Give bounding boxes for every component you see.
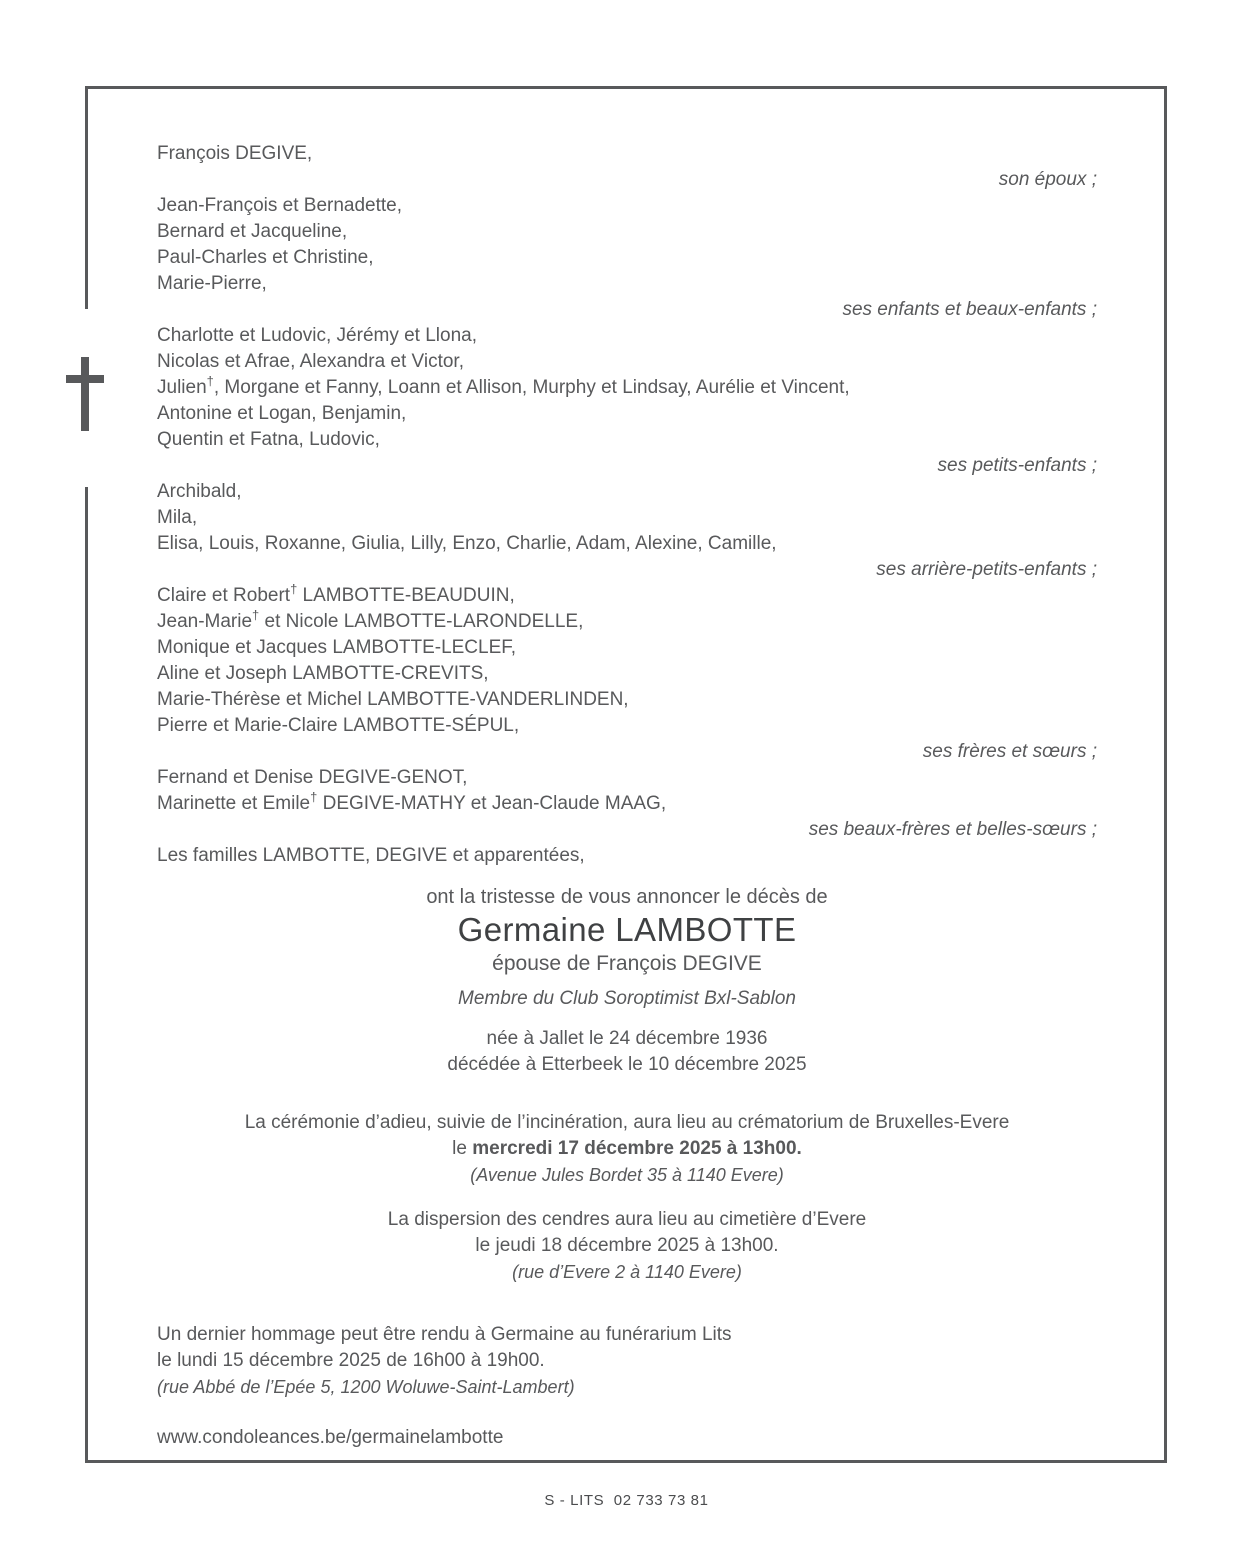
- mourners-section: [157, 141, 1097, 869]
- ceremony-date-prefix: le: [452, 1138, 473, 1159]
- tribute-line: Un dernier hommage peut être rendu à Germaine au funérarium Lits: [157, 1324, 732, 1345]
- mourner-line: Nicolas et Afrae, Alexandra et Victor,: [157, 351, 464, 372]
- mourner-line: Pierre et Marie-Claire LAMBOTTE-SÉPUL,: [157, 715, 520, 736]
- memorial-cross-icon: [81, 357, 89, 431]
- relation-label: ses petits-enfants ;: [937, 455, 1097, 476]
- mourner-line: Charlotte et Ludovic, Jérémy et Llona,: [157, 325, 478, 346]
- mourner-line: Elisa, Louis, Roxanne, Giulia, Lilly, Enzo, Charlie, Adam, Alexine, Camille,: [157, 533, 777, 554]
- dispersion-line: La dispersion des cendres aura lieu au cimetière d’Evere: [387, 1209, 867, 1230]
- relation-label: son époux ;: [998, 169, 1097, 190]
- mourner-line: Claire et Robert† LAMBOTTE-BEAUDUIN,: [157, 581, 515, 606]
- memorial-cross-icon: [66, 375, 104, 383]
- tribute-datetime: le lundi 15 décembre 2025 de 16h00 à 19h00.: [157, 1350, 545, 1371]
- announcement-content: [88, 89, 1164, 1451]
- mourner-line: Antonine et Logan, Benjamin,: [157, 403, 407, 424]
- deceased-name: Germaine LAMBOTTE: [457, 911, 797, 948]
- memorial-frame: [85, 86, 1167, 1463]
- dispersion-address: (rue d’Evere 2 à 1140 Evere): [512, 1262, 742, 1282]
- dispersion-datetime: le jeudi 18 décembre 2025 à 13h00.: [475, 1235, 779, 1256]
- tribute-paragraph: [157, 1322, 1097, 1400]
- spouse-line: épouse de François DEGIVE: [492, 952, 762, 975]
- mourner-line: Mila,: [157, 507, 198, 528]
- mourner-line: Quentin et Fatna, Ludovic,: [157, 429, 380, 450]
- relation-label: ses enfants et beaux-enfants ;: [842, 299, 1097, 320]
- mourner-line: Paul-Charles et Christine,: [157, 247, 374, 268]
- relation-label: ses arrière-petits-enfants ;: [876, 559, 1097, 580]
- death-line: décédée à Etterbeek le 10 décembre 2025: [447, 1054, 807, 1075]
- relation-label: ses frères et sœurs ;: [922, 741, 1097, 762]
- tribute-address: (rue Abbé de l’Epée 5, 1200 Woluwe-Saint-Lambert): [157, 1377, 575, 1397]
- mourner-line: Monique et Jacques LAMBOTTE-LECLEF,: [157, 637, 517, 658]
- mourner-line: Marie-Thérèse et Michel LAMBOTTE-VANDERLINDEN,: [157, 689, 629, 710]
- mourner-line: Marie-Pierre,: [157, 273, 267, 294]
- mourner-line: Julien†, Morgane et Fanny, Loann et Allison, Murphy et Lindsay, Aurélie et Vincent,: [157, 373, 850, 398]
- funeral-home-credit: S - LITS 02 733 73 81: [544, 1492, 709, 1509]
- relation-label: ses beaux-frères et belles-sœurs ;: [808, 819, 1097, 840]
- ceremony-address: (Avenue Jules Bordet 35 à 1140 Evere): [470, 1165, 784, 1185]
- mourner-line: Jean-François et Bernadette,: [157, 195, 403, 216]
- condolences-url: www.condoleances.be/germainelambotte: [157, 1427, 504, 1448]
- ceremony-date-bold: mercredi 17 décembre 2025 à 13h00.: [472, 1138, 802, 1159]
- dispersion-paragraph: [157, 1207, 1097, 1285]
- mourner-line: Jean-Marie† et Nicole LAMBOTTE-LARONDELLE,: [157, 607, 584, 632]
- mourner-line: Marinette et Emile† DEGIVE-MATHY et Jean-Claude MAAG,: [157, 789, 667, 814]
- mourner-line: Fernand et Denise DEGIVE-GENOT,: [157, 767, 468, 788]
- announcement-intro: ont la tristesse de vous annoncer le décès de: [426, 886, 828, 908]
- mourner-line: Bernard et Jacqueline,: [157, 221, 348, 242]
- ceremony-datetime: [157, 1136, 1097, 1162]
- mourner-line: Aline et Joseph LAMBOTTE-CREVITS,: [157, 663, 489, 684]
- ceremony-line: La cérémonie d’adieu, suivie de l’incinération, aura lieu au crématorium de Bruxelles-Evere: [244, 1112, 1010, 1133]
- membership-line: Membre du Club Soroptimist Bxl-Sablon: [458, 988, 796, 1009]
- ceremony-paragraph: [157, 1110, 1097, 1188]
- mourner-line: Archibald,: [157, 481, 242, 502]
- birth-line: née à Jallet le 24 décembre 1936: [486, 1028, 768, 1049]
- mourner-line: Les familles LAMBOTTE, DEGIVE et apparentées,: [157, 845, 585, 866]
- mourner-line: François DEGIVE,: [157, 143, 313, 164]
